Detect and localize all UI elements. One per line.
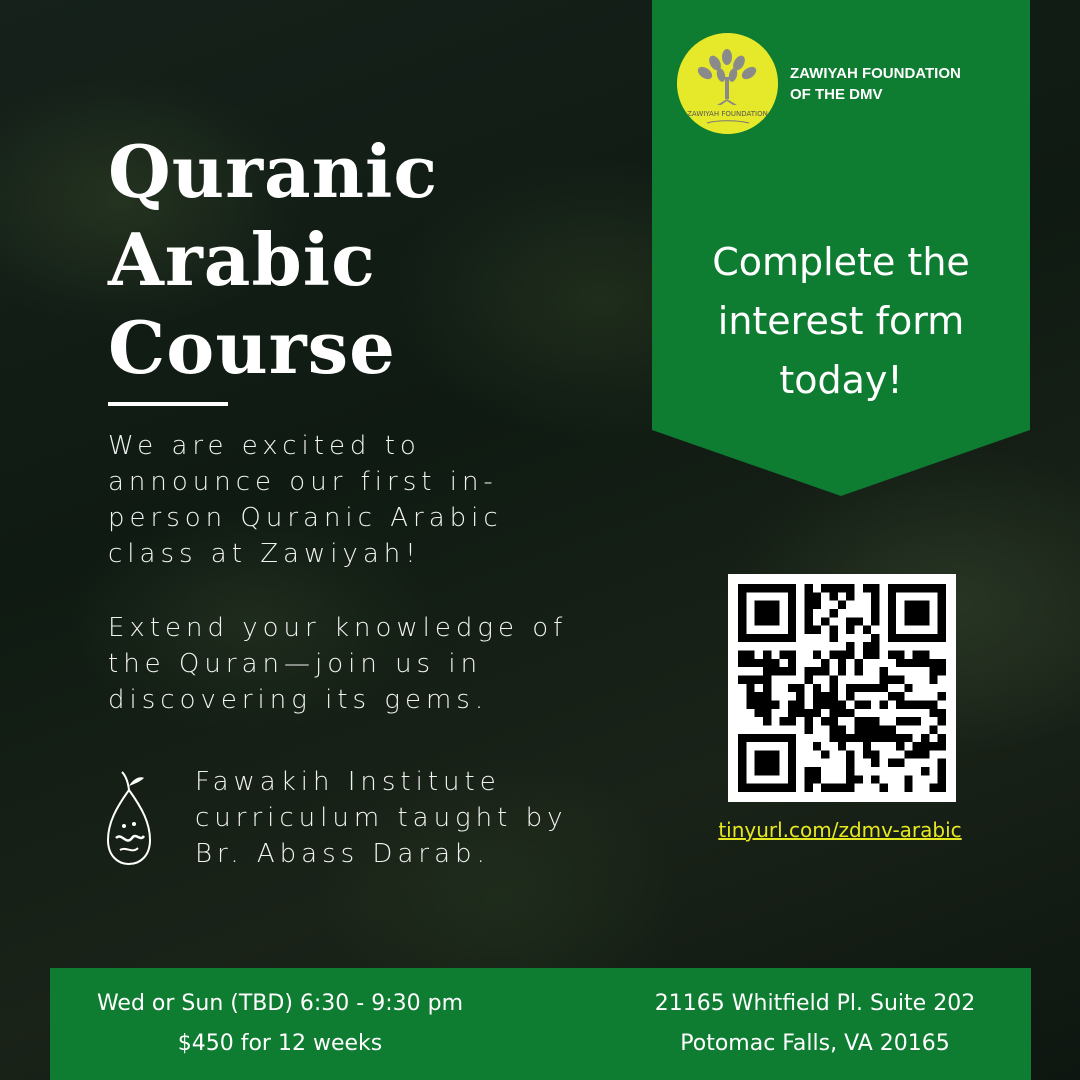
zawiyah-logo-icon <box>677 33 778 134</box>
address-street: 21165 Whitfield Pl. Suite 202 <box>654 991 976 1016</box>
extend-paragraph <box>108 610 567 718</box>
cta-line: interest form <box>717 299 965 343</box>
org-name-line: ZAWIYAH FOUNDATION <box>790 65 961 82</box>
title-divider <box>108 402 228 406</box>
cta-line: Complete the <box>712 240 970 284</box>
extend-line: the Quran—join us in <box>108 649 483 679</box>
title-line: Quranic <box>108 129 439 214</box>
extend-line: discovering its gems. <box>108 685 489 715</box>
cta-line: today! <box>779 358 903 402</box>
instructor-paragraph <box>195 764 567 872</box>
fawakih-logo-icon <box>104 768 154 868</box>
title-line: Course <box>108 305 396 390</box>
intro-line: We are excited to <box>108 431 421 461</box>
intro-line: person Quranic Arabic <box>108 503 503 533</box>
org-name <box>790 63 961 105</box>
org-name-line: OF THE DMV <box>790 86 883 103</box>
cta-heading <box>652 233 1030 410</box>
footer-bar <box>50 968 1031 1080</box>
address-city: Potomac Falls, VA 20165 <box>680 1031 950 1056</box>
title-line: Arabic <box>108 217 376 302</box>
interest-form-link[interactable]: tinyurl.com/zdmv-arabic <box>718 818 962 842</box>
course-price: $450 for 12 weeks <box>177 1031 383 1056</box>
extend-line: Extend your knowledge of <box>108 613 568 643</box>
schedule-time: Wed or Sun (TBD) 6:30 - 9:30 pm <box>96 991 464 1016</box>
intro-line: announce our first in- <box>108 467 498 497</box>
instructor-line: Fawakih Institute <box>195 767 501 797</box>
address-info <box>605 984 1025 1064</box>
logo-caption: ZAWIYAH FOUNDATION <box>687 110 768 118</box>
instructor-line: curriculum taught by <box>195 803 568 833</box>
schedule-info <box>70 984 490 1064</box>
qr-code[interactable] <box>728 574 956 802</box>
course-title <box>108 128 438 392</box>
intro-line: class at Zawiyah! <box>108 539 421 569</box>
qr-code-icon <box>738 584 946 792</box>
instructor-line: Br. Abass Darab. <box>195 839 490 869</box>
intro-paragraph <box>108 428 503 572</box>
